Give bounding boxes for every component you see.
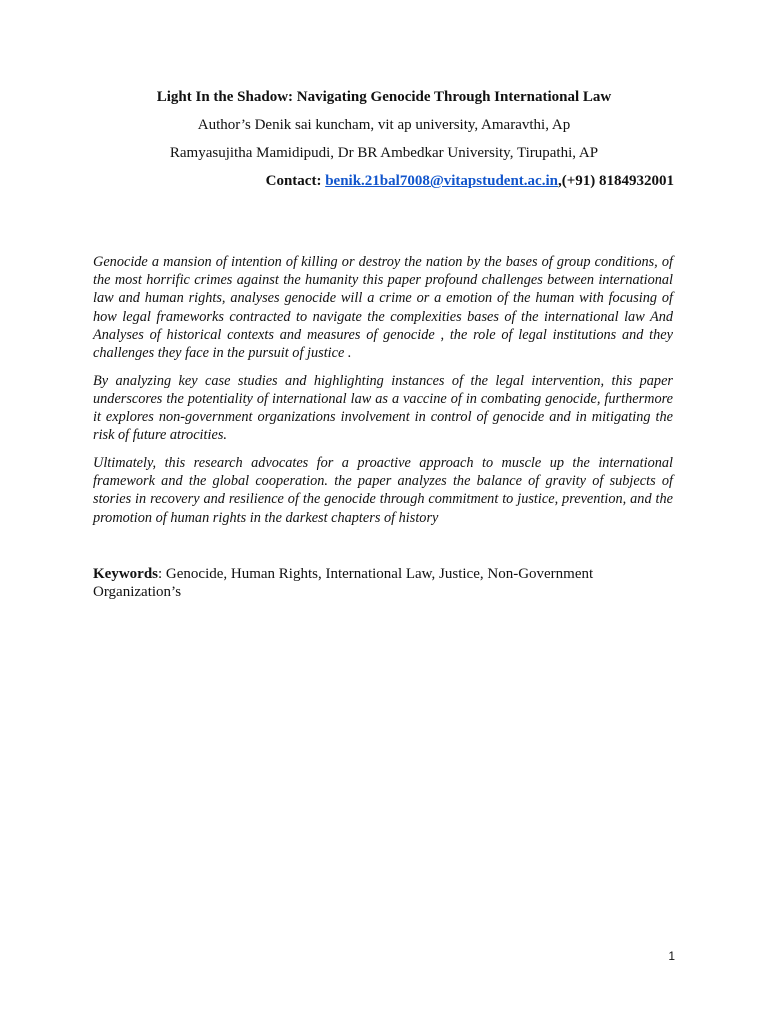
keywords-section [93, 565, 673, 601]
contact-email-link[interactable]: benik.21bal7008@vitapstudent.ac.in [325, 173, 558, 189]
abstract-paragraph: Genocide a mansion of intention of killing or destroy the nation by the bases of group conditions, of the most horrific crimes against the humanity this paper profound challenges between international law and human rights, analyses genocide will a crime or a emotion of the human with focusing of how legal frameworks contracted to navigate the complexities bases of the international law And Analyses of historical contexts and measures of genocide , the role of legal institutions and they challenges they face in the pursuit of justice . [93, 254, 673, 362]
contact-label: Contact: [265, 173, 326, 189]
author-line-1: Author’s Denik sai kuncham, vit ap university, Amaravthi, Ap [197, 117, 571, 133]
abstract-paragraph: Ultimately, this research advocates for a proactive approach to muscle up the international framework and the global cooperation. the paper analyzes the balance of gravity of subjects of stories in recovery and resilience of the genocide through commitment to justice, prevention, and the promotion of human rights in the darkest chapters of history [93, 455, 673, 526]
keywords-label: Keywords [93, 566, 158, 582]
keywords-text: : Genocide, Human Rights, International Law, Justice, Non-Government Organization’s [93, 566, 594, 600]
paper-title: Light In the Shadow: Navigating Genocide Through International Law [156, 89, 612, 105]
contact-line [0, 171, 674, 191]
contact-phone: ,(+91) 8184932001 [557, 173, 674, 189]
page-number: 1 [668, 949, 675, 963]
abstract [93, 253, 673, 536]
author-line-2: Ramyasujitha Mamidipudi, Dr BR Ambedkar University, Tirupathi, AP [169, 145, 599, 161]
abstract-paragraph: By analyzing key case studies and highlighting instances of the legal intervention, this paper underscores the potentiality of international law as a vaccine of in combating genocide, furthermore it explores non-government organizations involvement in control of genocide and in mitigating the risk of future atrocities. [93, 372, 673, 444]
